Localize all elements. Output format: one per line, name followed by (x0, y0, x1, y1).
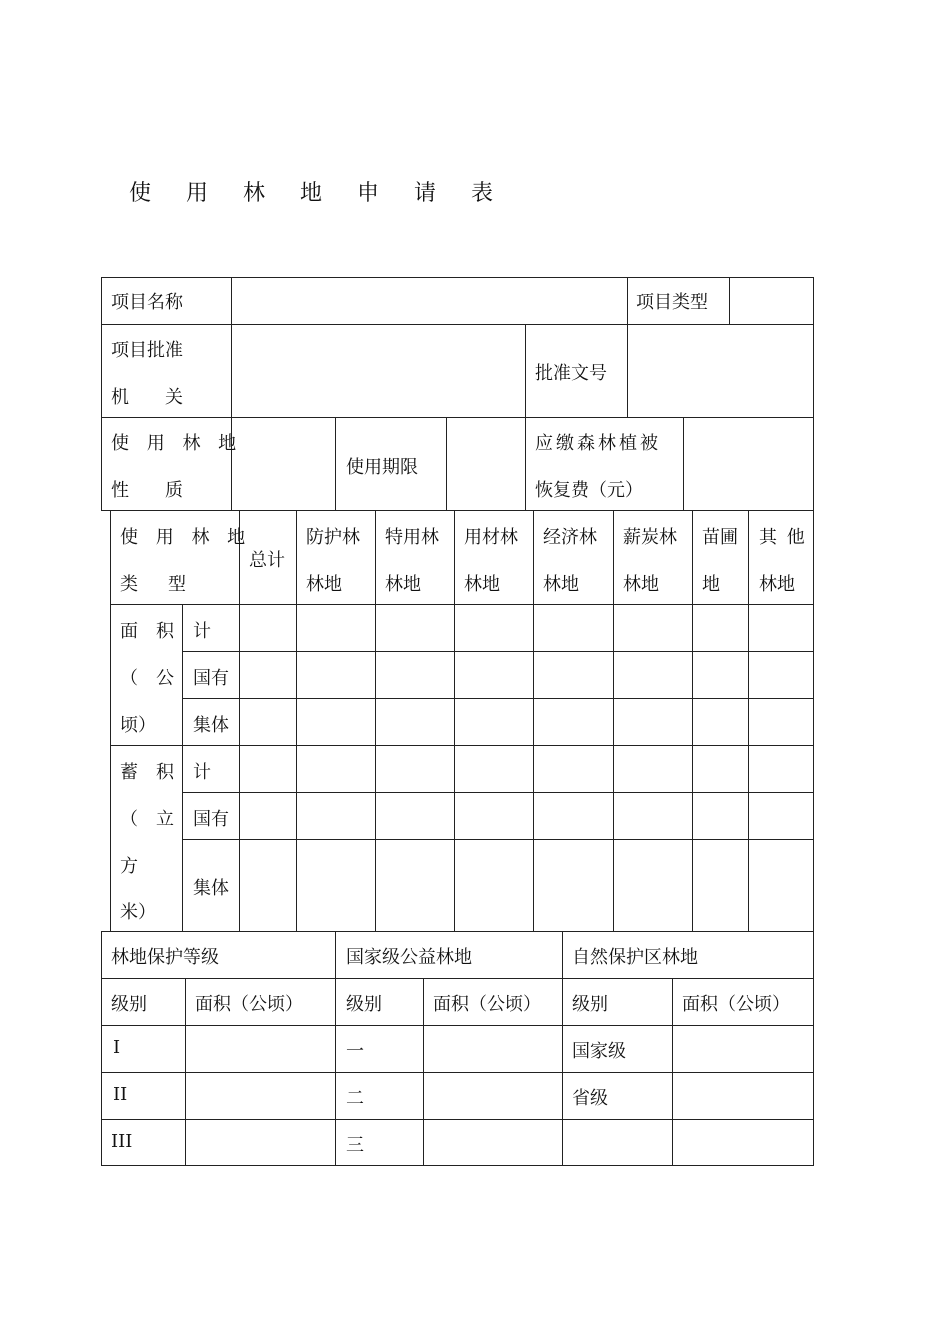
fee-label-1: 应缴森林植被 (535, 433, 661, 454)
level-header-3: 级别 (572, 994, 608, 1015)
col-total: 总计 (249, 550, 285, 571)
protection-level-3: III (111, 1131, 133, 1152)
col-fuel-forest-2: 林地 (623, 574, 659, 595)
col-protection-forest-2: 林地 (306, 574, 342, 595)
area-label-3: 顷） (120, 715, 156, 736)
approval-authority-label-2: 机 关 (111, 387, 183, 408)
area-label-2: （ 公 (120, 668, 174, 689)
col-fuel-forest-1: 薪炭林 (623, 527, 677, 548)
project-type-label: 项目类型 (636, 292, 708, 313)
col-nursery-1: 苗圃 (702, 527, 738, 548)
col-economic-forest-2: 林地 (543, 574, 579, 595)
area-label-1: 面 积 (120, 621, 174, 642)
area-row-total: 计 (193, 621, 211, 642)
level-header-2: 级别 (346, 994, 382, 1015)
approval-doc-no-field[interactable] (629, 325, 813, 417)
project-type-field[interactable] (731, 278, 813, 324)
col-special-forest-1: 特用林 (385, 527, 439, 548)
area-header-1: 面积（公顷） (195, 994, 303, 1015)
national-level-1: 一 (346, 1041, 364, 1062)
col-protection-forest-1: 防护林 (306, 527, 360, 548)
col-other-1: 其 他 (759, 527, 807, 548)
approval-doc-no-label: 批准文号 (535, 363, 607, 384)
volume-row-state: 国有 (193, 809, 229, 830)
project-name-field[interactable] (233, 278, 625, 324)
protection-level-label: 林地保护等级 (111, 947, 219, 968)
land-nature-label-2: 性 质 (111, 480, 183, 501)
nature-reserve-label: 自然保护区林地 (572, 947, 698, 968)
approval-authority-label-1: 项目批准 (111, 340, 183, 361)
col-other-2: 林地 (759, 574, 795, 595)
land-nature-label-1: 使 用 林 地 (111, 433, 243, 454)
project-name-label: 项目名称 (111, 292, 183, 313)
col-timber-forest-2: 林地 (464, 574, 500, 595)
volume-label-1: 蓄 积 (120, 762, 174, 783)
area-header-3: 面积（公顷） (682, 994, 790, 1015)
area-header-2: 面积（公顷） (433, 994, 541, 1015)
land-nature-field[interactable] (233, 418, 335, 510)
protection-level-2: II (113, 1084, 128, 1105)
level-header-1: 级别 (111, 994, 147, 1015)
fee-label-2: 恢复费（元） (535, 480, 643, 501)
col-economic-forest-1: 经济林 (543, 527, 597, 548)
volume-label-3: 方 (120, 856, 138, 877)
col-timber-forest-1: 用材林 (464, 527, 518, 548)
col-nursery-2: 地 (702, 574, 720, 595)
area-row-state: 国有 (193, 668, 229, 689)
col-special-forest-2: 林地 (385, 574, 421, 595)
national-level-2: 二 (346, 1088, 364, 1109)
volume-row-total: 计 (193, 762, 211, 783)
national-level-3: 三 (346, 1135, 364, 1156)
reserve-level-national: 国家级 (572, 1041, 626, 1062)
approval-authority-field[interactable] (233, 325, 523, 417)
land-type-label-2: 类 型 (120, 574, 192, 595)
national-forest-label: 国家级公益林地 (346, 947, 472, 968)
fee-field[interactable] (685, 418, 813, 510)
reserve-level-provincial: 省级 (572, 1088, 608, 1109)
period-label: 使用期限 (346, 457, 418, 478)
period-field[interactable] (448, 418, 524, 510)
volume-row-collective: 集体 (193, 878, 229, 899)
volume-label-2: （ 立 (120, 809, 174, 830)
page-title: 使 用 林 地 申 请 表 (129, 181, 507, 206)
volume-label-4: 米） (120, 902, 156, 923)
area-row-collective: 集体 (193, 715, 229, 736)
land-type-label-1: 使 用 林 地 (120, 527, 252, 548)
protection-level-1: I (113, 1037, 121, 1058)
